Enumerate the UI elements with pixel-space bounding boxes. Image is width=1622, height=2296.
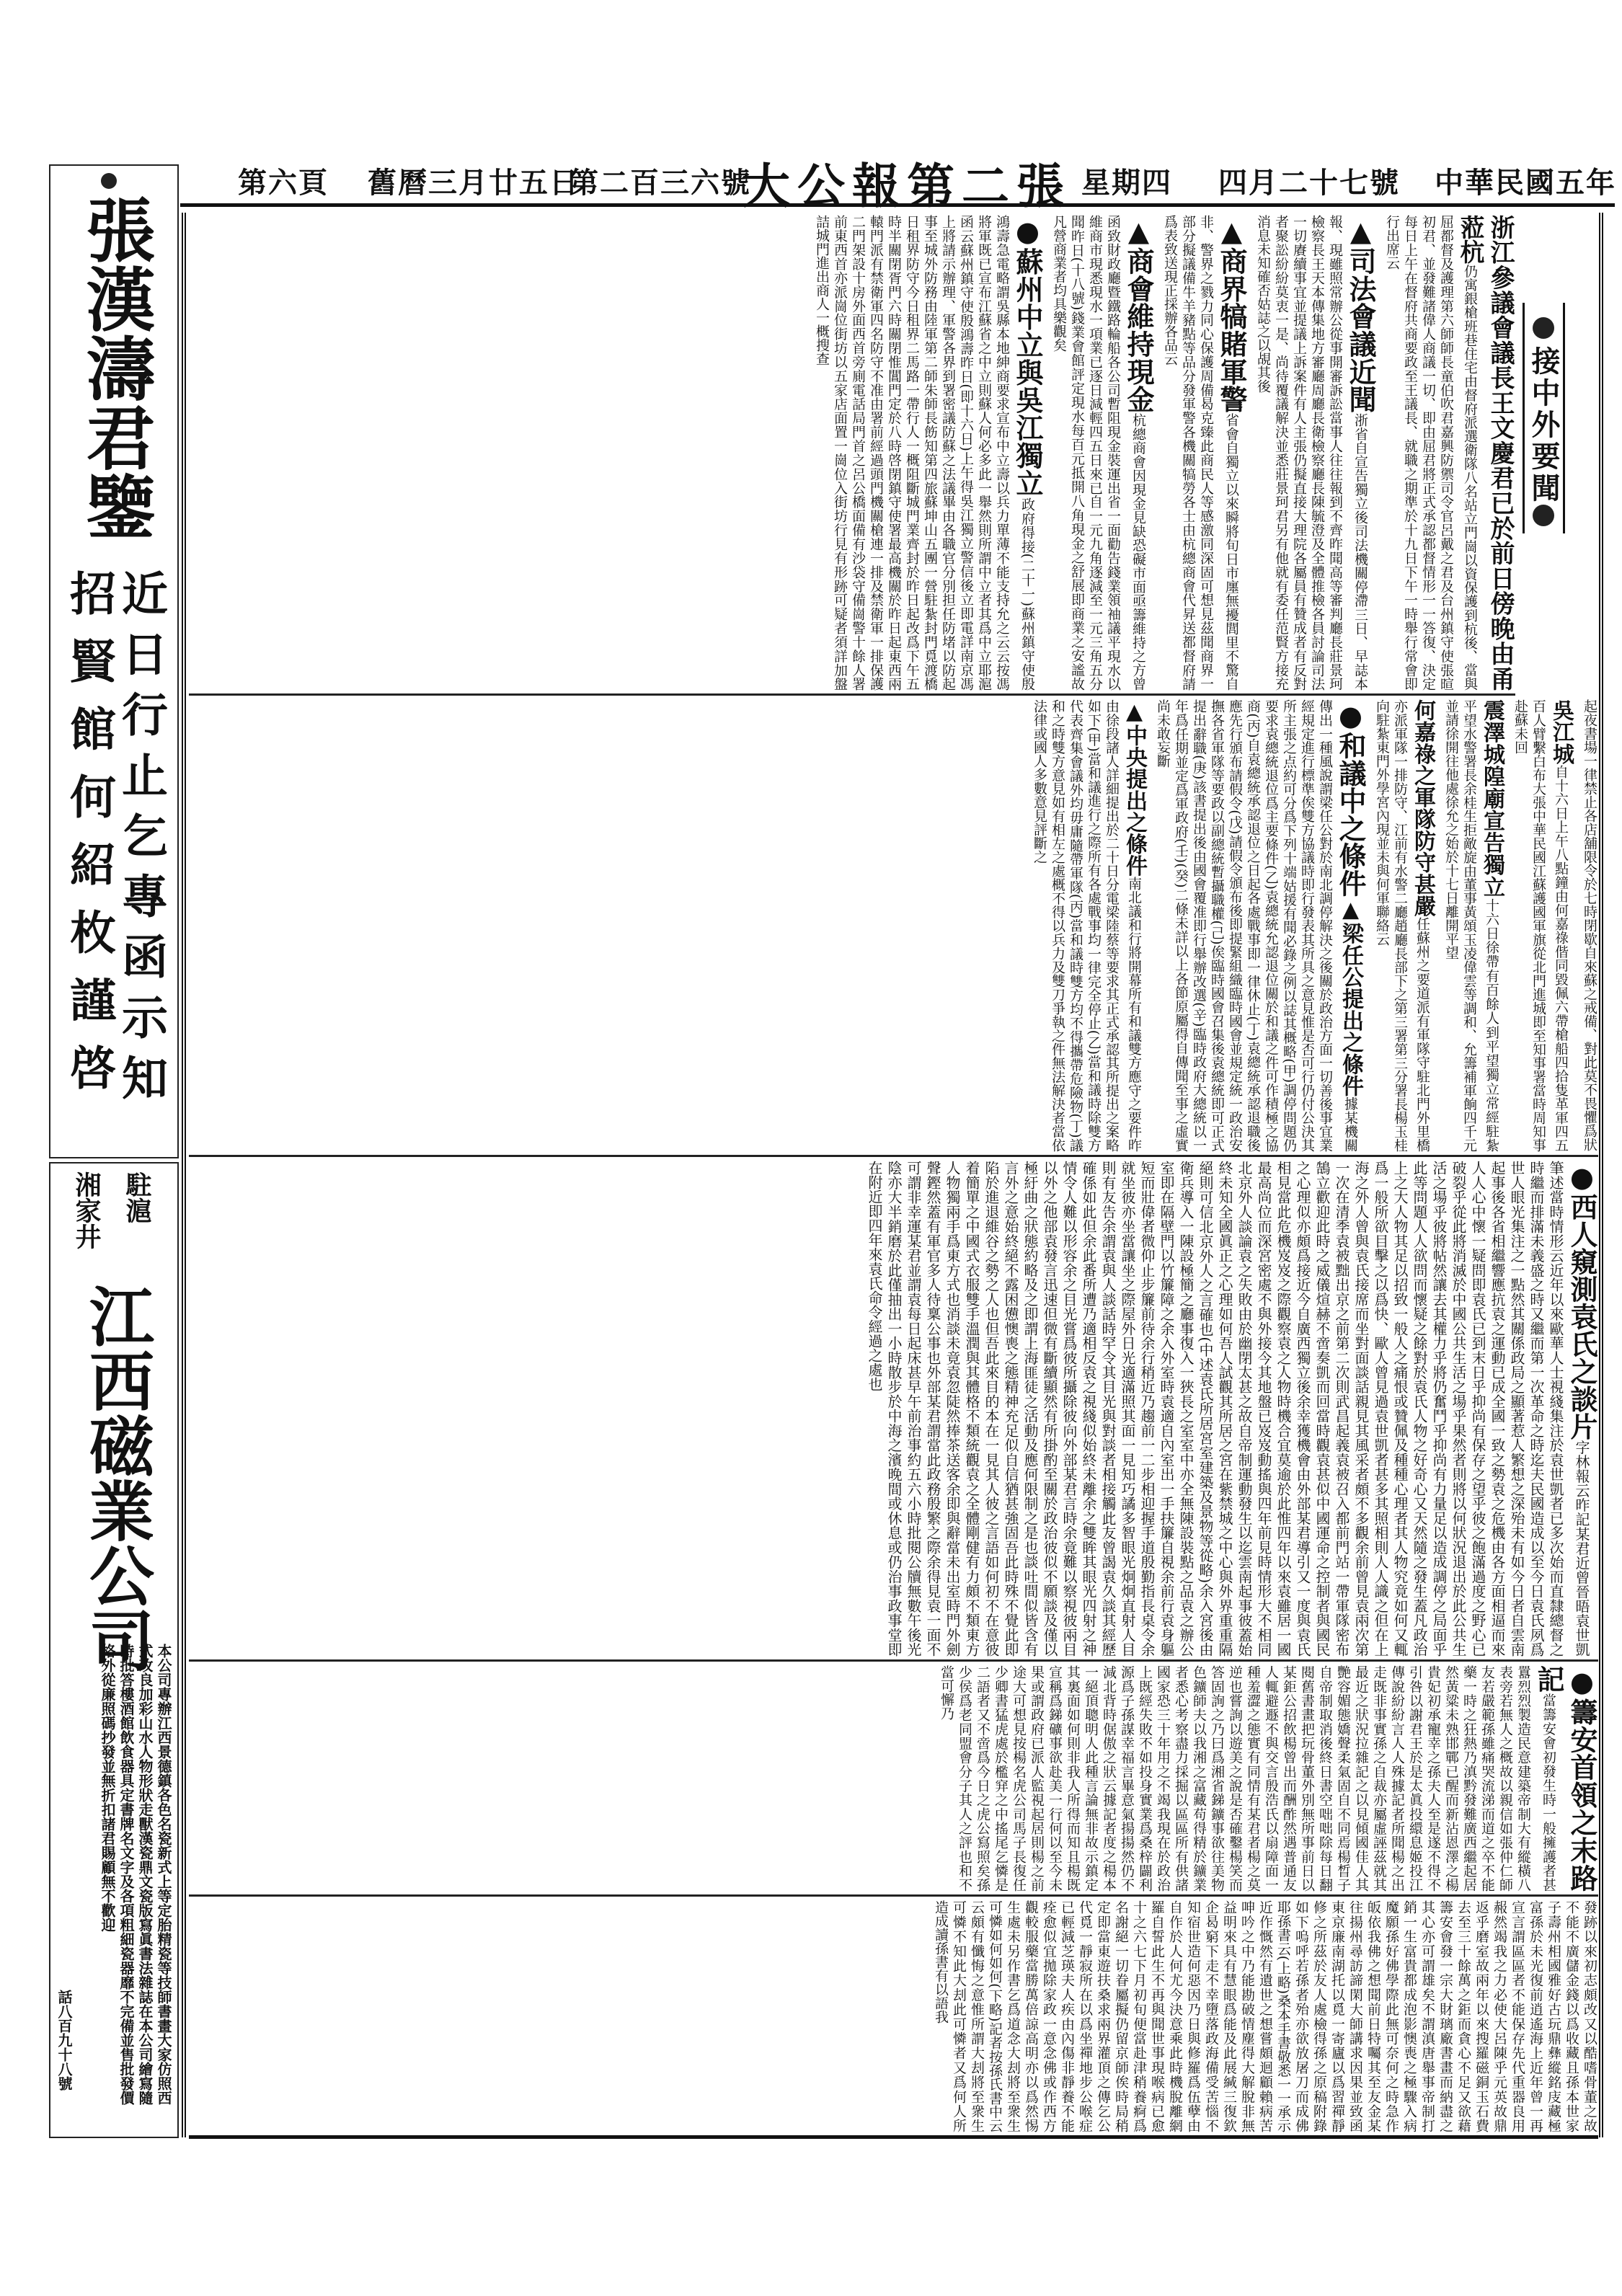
article-body: 省會自獨立以來瞬將旬日市廛無擾閭里不驚自非、警界之戮力同心保護周備曷克臻此商民人等感激同深固可想見茲聞商界一部分擬議備牛羊豬點等品分發軍警各機關犒勞各士由杭總商會代昇送都督府請爲表致送現正採辦各品云 bbox=[1162, 215, 1239, 691]
article-zhejiang-assembly bbox=[1383, 215, 1515, 691]
article-continuation bbox=[1580, 699, 1598, 1152]
article-wujiang bbox=[1511, 699, 1574, 1152]
article-body: 據某機關傳出一種風說謂梁任公對於南北調停解決之後關於政治方面一切善後事宜業經規定進行標準俟雙方協議時即行發表其所具之意見惟是否可行仍付公決其所主張之点約可分爲下列十端姑援有聞必錄之例以誌其概略(甲)調停問題仍要求袁總統退位爲主要條件(乙)袁總統允認退位關於和議之件可作積極之協商(丙)自袁總統承認退位之日起各處戰事即一律休止(丁)袁總統承認退職後應先行頒布請假令(戊)請假令頒布後即提緊組織臨時國會並規定統一政治安撫各省軍隊等要政以副總統暫攝職權(己)俟臨時國會召集後袁總統即可正式提出辭職(庚)該書提出後由國會覆准即行舉辦改選(辛)臨時政府大總統以一年爲任期並定爲軍政府(壬)(癸)二條未詳以上各節原屬得自傳聞至事之虛實尚未敢妄斷 bbox=[1155, 699, 1358, 1152]
bullet-circle-icon bbox=[1533, 317, 1554, 339]
article-chouanhui-continued bbox=[931, 1900, 1598, 2132]
article-judicial-meeting bbox=[1254, 215, 1377, 691]
article-body: 字林報云昨記某君近曾晉晤袁世凱筆述當時情形云近年以來歐華人士視綫集注於袁世凱者已多次始而直隸總督之時繼而排滿未義盛之時又繼而第一次革命之時迄夫民國造成以至今日袁氏夙爲世人眼光集注之一點然其關係政局之顯著惹人繁想之深殆未有如今日者自雲南起事後各省相繼響應抗袁之運動已成全國一致之勢袁之危機由各方面相逼而來人人心中懷一疑問即袁氏已到末日乎抑尚有保存之望乎彼之飽滿過度之野心已破裂乎從此將消滅於中國公共生活之場乎果然者則將以何狀況退出於此公共生活之場乎彼將帖然讓去其權力乎將仍奮鬥乎抑尚有力量足以造成調停之局面乎此等問題人人欲問而懷疑之餘對於袁氏人物之好奇心又天然隨之發生蓋凡政治上之大人物其足以招致一般人之痛恨或贊佩及種種心理者其人物究竟如何又輒爲一般所欲目擊之以爲快、歐人曾見過袁世凱者甚多其照相則人人識之但在上海之外人曾與袁氏接席而坐對面談話親見其風采者頗不多觀余前曾見袁兩次第一次在清季袁被黜出京之前第二次則武昌起義袁被召入都前門站一帶軍隊密布鵠立歡迎此時之威儀煊赫不啻奏凱而回當時觀袁甚似中國運命之控制者與國民之心理似亦頗爲接近今自廣西獨立後余幸獲機會由外部某君導引又一度與袁氏相見當此危機岌岌之際觀察袁之人物時機合宜莫逾於此惟四年以來袁雖居一國最高尚位而深宮密處不與外接今其地盤已岌岌動搖與四年前見時情形大不相同北京外人談論袁之失敗由於幽閉太甚之故自帝制運動發生以迄雲南起事彼蓋始終未知全國眞正之心理如何吾人試觀其所居之宮在紫禁城之中心與外界重重隔絕則可信北京外人之言確也(中述袁氏所居宮室建築及景物等從略)余入宮後由衛兵導入一陳設極簡之廳事復入一狹長之室室中亦全無陳設裝點之品袁之辦公室即在隔壁門以竹簾障之余入外室時袁適自內室出一手扶簾自視余前行袁身軀短而壯偉者微仰止步簾前待余行稍近乃趨前一二步相迎握手道殷勤指長桌令余就坐彼亦坐當讓坐之際屋外日光適滿照其面一見知巧譎多智眼光炯炯直射人目則有友告余謂袁與人談話時罕令其目光與對談者相接觸此友曾謁袁久談其經歷確係如此但余此番所遭乃適相反袁之視綫似始終未離余之雙眸其眼光四射之神情令人難以形容余之目光嘗爲彼所攝除彼向外部某君言時余竟難以察視彼兩目以外之他部袁發言迅速但微有斷續顯然有所掛酌至關於政治彼似不願談及僅以極紆曲之狀態約略及之即謂上海匪徒之活動及應何限制之是也談吐間似皆含有言外之意始終絕不露困憊懊喪之態精神充足似自信猶甚強固吾此時殊不覺此即陷於進退維谷之勢之人也但吾此來目的本在一見其人彼之言語如何初不在意彼着簡單之中國式衣服雙手溫潤與其體格不類統觀袁之全體剛健有力頗不類東方人物獨兩手爲東方式也消談未竟袁忽陡然捧茶送客余即與辭當未出室時門外劍聲鏗然蓋有軍官多人待稟公事也外部某君謂當此政務殷繁之際余得見袁一面不可謂非幸運某君並謂袁每日起床甚早午前治事約五六小時批閱公牘無數午後光陰亦大半銷磨於此僅抽出一小時散步於中海之濱晚間或休息或仍治事政事堂即在附近即四年來袁氏命令經過之處也 bbox=[866, 1161, 1590, 1657]
article-headline: ●和議中之條件 bbox=[1334, 699, 1367, 897]
news-band-4-top bbox=[189, 1665, 1598, 1892]
ad-company-location: 湘家井 bbox=[71, 1171, 102, 1249]
article-lead: 浙江參議會議長王文慶君已於前日傍晚由甬蒞杭 bbox=[1455, 215, 1515, 691]
bullet-circle-icon bbox=[1533, 505, 1554, 526]
article-headline: ●籌安首領之末路記 bbox=[1533, 1665, 1598, 1892]
news-band-1 bbox=[189, 215, 1515, 691]
bullet-circle-icon bbox=[101, 173, 117, 189]
ornament-rule bbox=[1563, 303, 1565, 533]
article-headline: ▲商會維持現金 bbox=[1122, 215, 1155, 413]
masthead-year: 中華民國五年 bbox=[1435, 166, 1616, 200]
article-body: 發跡以來初志頗改又以酷嗜骨董之故不能不廣儲金錢以爲收藏且孫本世家子壽州相國雅好古玩鼎彝縱銘庋藏極富孫於未光復前逍遙海上近年曾一再宣言謂區區者不能保存先代重器良用赧然竭我之力必使大呂陳乎元英故鼎返乎磨室故兩年以來搜羅磁銅玉石費去至三十餘萬之鉅而貪心不足又欲藉籌安會發一宗大財璃廠書畫而納盡之其心亦可謂雄矣不謂滇唐舉事帝制打銷一生富貴都成泡影懊喪之極驟入病魔願孫好佛學際此無可奈何之時急作皈依我佛之想聞前日特囑其至友金某往揚州尋訪諦閑大師講求因果並致函東京廉南湖托以覓一寄廬以爲習禪靜修之所茲於友人處檢得孫之原稿附錄如下嗚呼若孫者殆亦欲放屠刀而成佛耶孫書云(上略)桑本手書敬悉一一承示近作慨然有遺世之想嘗頗迴顧賴病苦呻吟之中乃能勘破情塵得大解脫非無益明來具有慧眼爲能及此展緘三復欽企曷窮下走不幸墮落政海備受苦惱不知宿世造何惡因乃日與修羅爲伍孽由自作於人何尤今決意乘此時機脫離網羅自誓此生不再與聞世事現喉病已愈十之六七下月初旬便當赴津稍養痾爲名謝絕一切眷屬擬仍留京師俟時局稍定即當東遊扶桑求兩界灌頂之傳乞公代覓一靜寂所在以爲坐禪地步公喉症已輕減芝瑛夫人疾由內傷非靜養不能痊愈似宜拋除家政一意念佛或作西方觀較服藥當勝萬倍諒高明亦以爲然惕生處未另作書乞爲道念大刦將至衆生可憐如何如何(下略)記者按孫氏書中云云頗有懺悔之意惟所謂大刦將至衆生可憐不知此大刦此可憐者又爲何人所造成讀孫書有以語我 bbox=[933, 1900, 1597, 2132]
article-chouanhui-leaders bbox=[937, 1665, 1598, 1892]
article-headline: ●西人窺測袁氏之談片 bbox=[1566, 1161, 1598, 1440]
masthead-weekday: 星期四 bbox=[1081, 166, 1172, 200]
article-headline: ▲司法會議近聞 bbox=[1344, 215, 1377, 413]
article-headline: 吳江城 bbox=[1548, 699, 1574, 765]
article-body: 當籌安會初發生時一般擁護者甚囂烈烈製造民意建築帝制大有縱橫八表旁若無人之概故以親信如張仲仁師友若嚴範孫雖痛哭流涕而道之卒不能藥一時之狂熱乃滇黔發難廣西繼起居然黃粱未熟邯鄲已醒而新沾恩澤之楊貴妃初承寵幸之孫夫人至是遂不得不引咎以謝君王於是太眞投繯息姬投江傳說紛紛言人人殊據記者所聞楊之出走既非事實孫之自裁亦屬虛誣茲就其最近之狀況拉雜記之以見傾國佳人其艷容媚態嬌聲柔氣固自不同焉楊晳子自帝制取消後終日書空咄咄除每日翻閱舊書畫把玩骨董外別無所事前日以某鉅公招飲楊曾出而酬酢然遇普通友人輒避遯不與交言殷浩氏以扇障面一種羞澀之態實有同情有某君者楊之莫逆也嘗詢以遊美之說是否確鑿楊笑而答固詢之乃曰爲湘省銻鑛事欲往美物色鑛師夫以我湘之富藏苟得精於鑛業者悉心考察盡力採掘以區區所有供諸國家恐三十年用之不竭我現在於政治上既經失敗不如投身實業爲桑梓闢利源爲子孫謀幸福言畢意氣揚揚然仍不減北背時倨傲之狀云據記者度之楊本一絕頂聰明人此種言論無非故示鎮定其裏面如何則非我人所得而知且楊既宣稱爲銻礦事欲赴美一行何以至今未果或謂政府已派人監視起居則楊之前途大可想見按楊名虎公司馬子長復任少卿書猛虎處於檻穽之中搖尾乞憐是二語者又不啻爲今日之虎公寫照矣孫少侯爲老同盟會分子其人之評也和不當可懈乃 bbox=[939, 1665, 1556, 1892]
article-body: 仍寓銀槍班巷住宅由督府派選衛隊八名站立門崗以資保護到杭後、當與屈都督及護理第六師師長童伯吹君嘉興防禦司令官呂戴之君及台州鎮守使張暄初君、並發難諸偉人商議一切、即由屈君將正式承認都督情形一一答復、決定每日上午在督府共商要政至王議長、就職之期準於十九日下午一時舉行常會即行出席云 bbox=[1384, 215, 1478, 691]
masthead-title: 大公報第二張 bbox=[743, 158, 1071, 214]
ad-company-location: 駐滬 bbox=[122, 1171, 152, 1223]
masthead-date: 四月二十七號 bbox=[1218, 166, 1400, 200]
ad-company-phone: 話八百九十八號 bbox=[56, 1990, 73, 2091]
news-band-2 bbox=[189, 699, 1598, 1152]
masthead-lunar-date: 舊曆三月廿五日 bbox=[368, 166, 580, 200]
masthead-issue: 第二百三六號 bbox=[570, 166, 751, 200]
ad-notice-message: 近日行止乞專函示知 bbox=[114, 569, 168, 1114]
article-body: 杭總商會因現金見缺恐礙市面亟籌維持之方曾函致財政廳暨鐵路輪船各公司暫阻現金裝運出省一面勸告錢業領袖議平現水以維商市現悉現水一項業已逐日減輕四五日來已自一元九角逐減至一元三角五分聞昨日(十八號)錢業會館評定現水每百元抵開八角現金之舒展即商業之安謐故凡營商業者均具樂觀矣 bbox=[1051, 215, 1146, 691]
ad-notice-name: 張漢濤君鑒 bbox=[75, 195, 156, 541]
ornament-rule bbox=[1523, 303, 1525, 533]
article-merchants-reward bbox=[1161, 215, 1248, 691]
article-body: 起夜書場一律禁止各店舖限令於七時閉歇自來蘇之戒備、對此莫不畏懼爲狀 bbox=[1582, 699, 1597, 1151]
article-headline: ▲中央提出之條件 bbox=[1122, 699, 1147, 877]
article-chamber-cash bbox=[1050, 215, 1155, 691]
article-zhenze bbox=[1442, 699, 1505, 1152]
article-body: 十六日徐帶有百餘人到平望獨立常經駐紮平望水警署長余桂生拒敵旋由董事黃頌玉凌偉雲等調和、允籌補軍餉四千元並請徐開往他處徐允之始於十七日離開平望 bbox=[1443, 699, 1499, 1152]
article-headline: ●蘇州中立與吳江獨立 bbox=[1011, 215, 1044, 497]
ad-notice-signature: 招賢館何紹枚謹啓 bbox=[62, 569, 116, 1112]
article-subheadline: ▲梁任公提出之條件 bbox=[1338, 897, 1363, 1097]
article-body: 南北議和行將開幕所有和議雙方應守之要件昨由徐段諸人詳細提出於二十日分電梁陸蔡等要求其正式承認其所提出之案略如下(甲)當和議進行之際所有各處戰事均一律完全停止(乙)當和議時除雙方代表齊集會議外均毋庸隨帶軍隊(丙)當和議時雙方均不得攜帶危險物(丁)議和之時雙方意見如有相左之處概不得以兵力及雙刀爭執之件無法解決者當依法律或國人多數意見評斷之 bbox=[1032, 699, 1142, 1152]
masthead-page: 第六頁 bbox=[238, 166, 329, 200]
news-band-3 bbox=[189, 1161, 1598, 1657]
article-yuan-interview bbox=[864, 1161, 1598, 1657]
article-body: 政府得接(二十一)蘇州鎮守使殷鴻壽急電略謂吳縣本地紳商要求宣布中立壽以兵力單薄不能支持允之云云按馮將軍既已宣布江蘇省之中立則蘇人何必多此一舉然則所謂中立者其爲中立耶滬函云蘇州鎮守使殷鴻壽昨日(即十六日)上午得吳江獨立警信後立即電詳南京馮上將請示辦理、軍警各界到署密議防蘇之法議畢由各職官分別担任防堵以防起事至城外防務由陸軍第二師朱師長飭知第四旅蘇坤山五團一營駐紮封門覓渡橋日租界防守今日租界二馬路一帶行人一概阻斷城門業齊封於昨日起改爲下午五時半關閉胥門六時關閉惟閶門定於八時啓閉鎮守使署最高機關於昨日起東西兩轅門派有禁衛軍四名防守不准由署前經過頭門機關槍連一排及禁衛軍一排保護二門架設十房外面西首旁廁電話局門首之呂公橋面備有沙袋守備崗警十餘人署前東西首亦派崗位街坊以五家店面置一崗位入街坊行見有形跡可疑者須詳加盤詰城門進出商人一概搜查 bbox=[814, 215, 1035, 691]
right-column-rule bbox=[1599, 213, 1603, 2137]
news-band-4-bottom bbox=[189, 1900, 1598, 2132]
section-banner-title: 接中外要聞 bbox=[1527, 346, 1561, 505]
page-bottom-rule bbox=[189, 2135, 1598, 2139]
band-divider bbox=[189, 1155, 1598, 1157]
article-body: 浙省自宣告獨立後司法機關停滯三日、早誌本報、現雖照常辦公從事開審訴訟當事人往往報到不齊昨聞高等審判廳長莊景珂檢察長王天本傳集地方審廳周廳長衛檢察廳長陳毓澄及全體推檢各員討論司法一切賡續事宜並提議上訴案件有人主張仍擬直接大理院各屬員有贊成者有反對者聚訟紛紛莫衷一是、尚待覆議解決並悉莊景珂君另有他就有委任范賢方接充消息未知確否姑誌之以覘其後 bbox=[1255, 215, 1368, 691]
article-body: 自十六日上午八點鐘由何嘉祿偕同毀佩六帶槍船四拾隻革軍四五百人臂繫白布大張中華民國江蘇護國軍旗從北門進城即至知事署當時周知事赴蘇未回 bbox=[1512, 699, 1569, 1152]
ad-company-name: 江西磁業公司 bbox=[78, 1283, 154, 1672]
left-column-rule bbox=[182, 213, 186, 2137]
band-divider bbox=[189, 693, 1515, 696]
article-suzhou-neutrality bbox=[812, 215, 1044, 691]
ad-company-body: 本公司專辦江西景德鎮各色名瓷新式上等定胎精瓷等技師書畫大家仿照西式改良加彩山水人物形狀走獸漢瓷鼎文瓷版寫眞書法雜誌在本公司繪寫隨時批答樓酒館飲食器具定書牌名文字及各項粗細瓷器靡不完備並售批發價格外從廉照碼抄發並無折扣諸君賜顧無不歡迎 bbox=[99, 1644, 172, 2105]
band-divider bbox=[189, 1894, 1598, 1897]
masthead-rule bbox=[180, 203, 1615, 207]
article-central-conditions bbox=[1030, 699, 1148, 1152]
article-he-jialu-troops bbox=[1373, 699, 1436, 1152]
article-headline: ▲商界犒賭軍警 bbox=[1215, 215, 1248, 413]
band-divider bbox=[189, 1659, 1598, 1662]
article-peace-conditions bbox=[1153, 699, 1367, 1152]
article-body: 任蘇州之要道派有軍隊守駐北門外里橋亦派軍隊一排防守、江前有水警二廳趙廳長部下之第三署第三分署長楊玉桂向駐紮東門外學宮內現並未與何軍聯絡云 bbox=[1374, 699, 1430, 1152]
article-headline: 震澤城隍廟宣告獨立 bbox=[1479, 699, 1504, 898]
article-headline: 何嘉祿之軍隊防守甚嚴 bbox=[1410, 699, 1435, 917]
